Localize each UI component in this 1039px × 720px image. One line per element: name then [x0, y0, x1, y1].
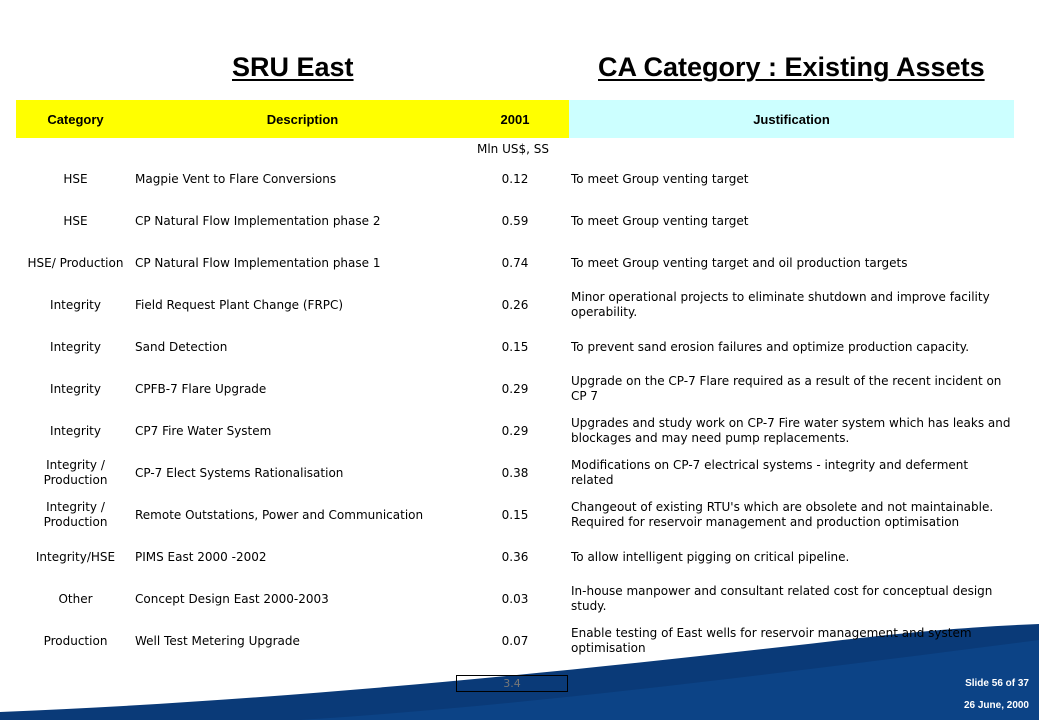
row-description: CPFB-7 Flare Upgrade	[135, 381, 267, 396]
table-row	[0, 160, 1039, 198]
row-value: 0.38	[501, 465, 529, 480]
row-description: Remote Outstations, Power and Communication	[135, 507, 424, 522]
row-category: Integrity/HSE	[35, 549, 116, 564]
row-category: Integrity	[50, 423, 101, 438]
row-value: 0.29	[501, 381, 529, 396]
table-row	[0, 580, 1039, 618]
header-description: Description	[266, 111, 339, 127]
row-value: 0.36	[501, 549, 529, 564]
date-label: 26 June, 2000	[963, 700, 1029, 711]
slide-label: Slide 56 of 37	[965, 678, 1029, 689]
row-justification: Minor operational projects to eliminate shutdown and improve facility operability.	[571, 290, 990, 319]
row-value: 0.74	[501, 255, 529, 270]
row-description: PIMS East 2000 -2002	[135, 549, 267, 564]
table-row	[0, 202, 1039, 240]
page-title: SRU East	[232, 52, 354, 82]
row-justification: To meet Group venting target	[571, 171, 749, 186]
row-category: Other	[58, 591, 93, 606]
row-description: Concept Design East 2000-2003	[135, 591, 329, 606]
table-row	[0, 454, 1039, 492]
table-row	[0, 286, 1039, 324]
row-justification: To meet Group venting target and oil production targets	[571, 255, 908, 270]
row-justification: To meet Group venting target	[571, 213, 749, 228]
row-value: 0.59	[501, 213, 529, 228]
category-title: CA Category : Existing Assets	[598, 52, 985, 82]
row-description: Sand Detection	[135, 339, 228, 354]
row-justification: Modifications on CP-7 electrical systems - integrity and deferment related	[571, 458, 969, 487]
row-category: Integrity	[50, 297, 101, 312]
table-row	[0, 244, 1039, 282]
row-description: Magpie Vent to Flare Conversions	[135, 171, 337, 186]
row-category: Integrity	[50, 381, 101, 396]
page-number-box: 3.4	[456, 675, 568, 692]
row-value: 0.15	[501, 507, 529, 522]
row-description: CP7 Fire Water System	[135, 423, 272, 438]
row-justification: Changeout of existing RTU's which are obsolete and not maintainable. Required for reservoir management and production optimisation	[571, 500, 994, 529]
row-category: Integrity / Production	[43, 500, 108, 529]
row-description: CP-7 Elect Systems Rationalisation	[135, 465, 344, 480]
units-label: Mln US$, SS	[476, 142, 549, 156]
row-value: 0.03	[501, 591, 529, 606]
row-description: Well Test Metering Upgrade	[135, 633, 300, 648]
header-year: 2001	[500, 111, 530, 127]
row-description: CP Natural Flow Implementation phase 2	[135, 213, 381, 228]
row-justification: To prevent sand erosion failures and optimize production capacity.	[571, 339, 970, 354]
row-category: HSE	[63, 213, 88, 228]
header-category: Category	[47, 111, 104, 127]
table-row	[0, 370, 1039, 408]
table-header-yellow	[16, 100, 569, 138]
table-row	[0, 412, 1039, 450]
row-description: CP Natural Flow Implementation phase 1	[135, 255, 381, 270]
row-value: 0.12	[501, 171, 529, 186]
row-category: Production	[43, 633, 108, 648]
row-justification: Upgrades and study work on CP-7 Fire water system which has leaks and blockages and may need pump replacements.	[571, 416, 1011, 445]
row-description: Field Request Plant Change (FRPC)	[135, 297, 344, 312]
table-row	[0, 622, 1039, 660]
table-row	[0, 496, 1039, 534]
header-justification: Justification	[753, 111, 830, 127]
row-justification: In-house manpower and consultant related cost for conceptual design study.	[571, 584, 993, 613]
row-category: Integrity	[50, 339, 101, 354]
row-value: 0.15	[501, 339, 529, 354]
row-value: 0.26	[501, 297, 529, 312]
row-category: Integrity / Production	[43, 458, 108, 487]
row-category: HSE	[63, 171, 88, 186]
row-value: 0.29	[501, 423, 529, 438]
table-row	[0, 538, 1039, 576]
row-value: 0.07	[501, 633, 529, 648]
table-row	[0, 328, 1039, 366]
table-header-cyan	[569, 100, 1014, 138]
row-justification: Upgrade on the CP-7 Flare required as a result of the recent incident on CP 7	[571, 374, 1002, 403]
row-justification: Enable testing of East wells for reservoir management and system optimisation	[571, 626, 972, 655]
row-category: HSE/ Production	[27, 255, 124, 270]
row-justification: To allow intelligent pigging on critical pipeline.	[571, 549, 850, 564]
